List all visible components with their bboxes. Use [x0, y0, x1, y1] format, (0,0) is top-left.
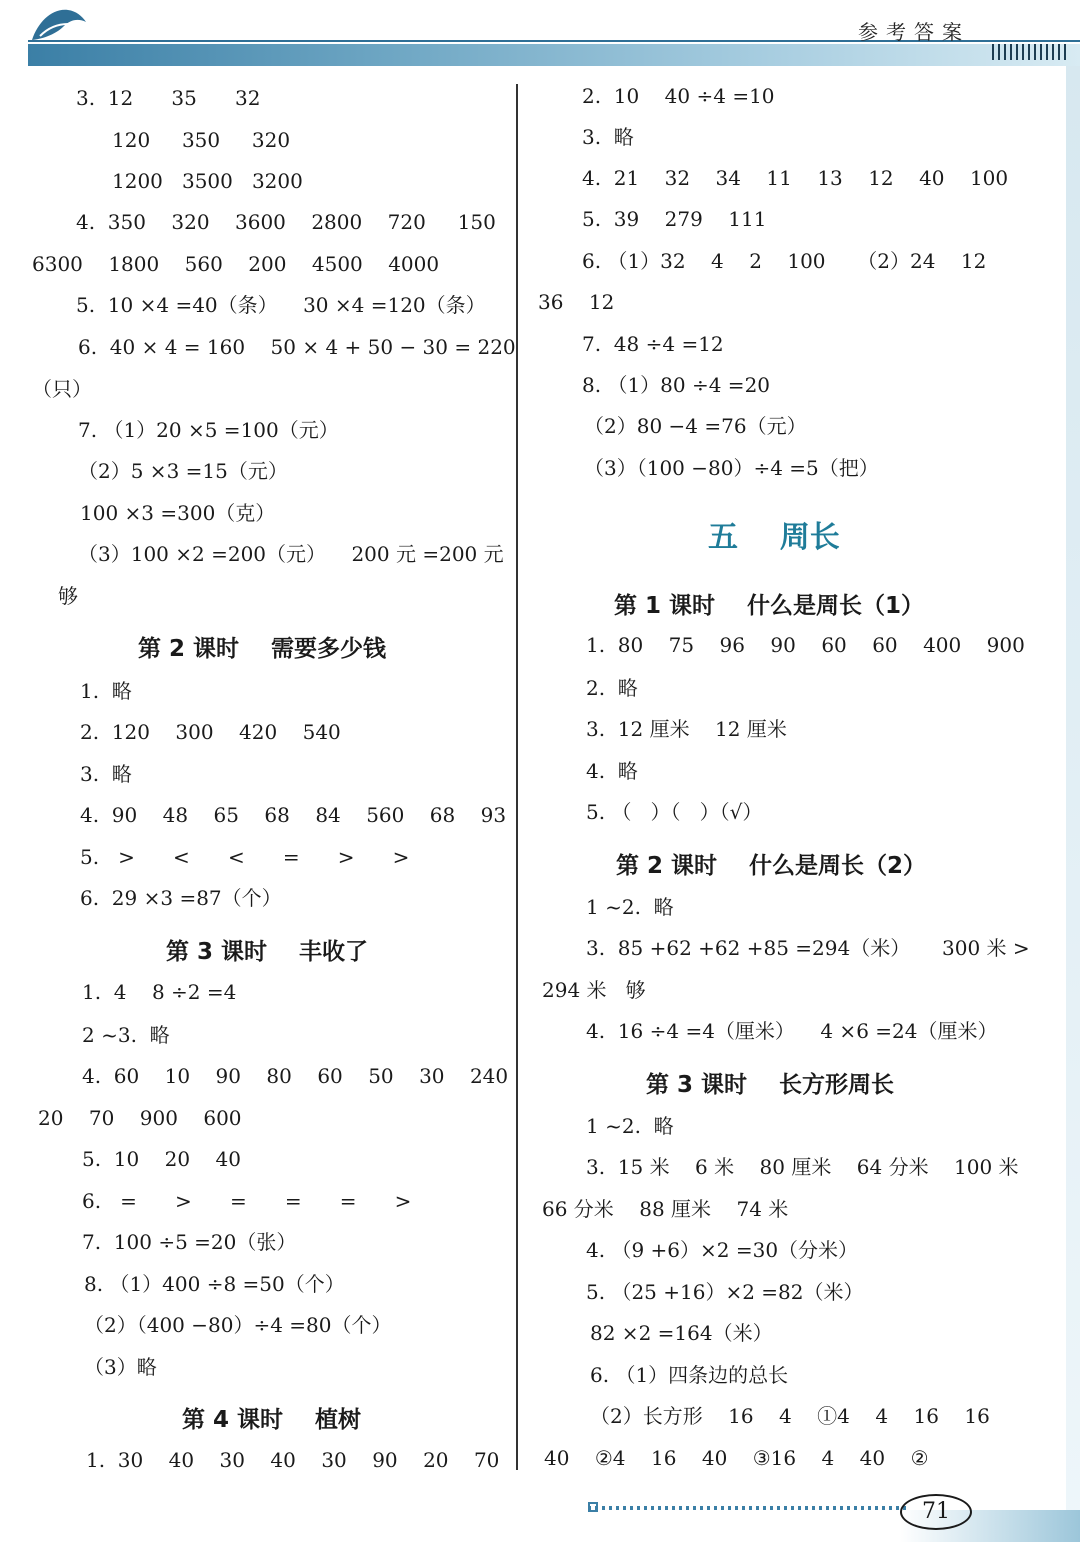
answer-line: 3. 85 +62 +62 +85 =294（米） 300 米 >	[586, 936, 1030, 960]
answer-line: 40 ②4 16 40 ③16 4 40 ②	[544, 1446, 929, 1470]
answer-line: 4. 16 ÷4 =4（厘米） 4 ×6 =24（厘米）	[586, 1019, 998, 1043]
answer-line: 5. 10 20 40	[82, 1147, 242, 1171]
answer-line: 6. 29 ×3 =87（个）	[80, 886, 282, 910]
answer-line: 100 ×3 =300（克）	[80, 501, 276, 525]
answer-line: 8. （1）80 ÷4 =20	[582, 373, 771, 397]
answer-line: （3）略	[84, 1355, 157, 1379]
bird-logo-icon	[28, 2, 92, 44]
answer-line: 294 米 够	[542, 978, 646, 1002]
section-heading: 第 2 课时 需要多少钱	[138, 636, 387, 662]
answer-line: 6. （1）32 4 2 100 （2）24 12	[582, 249, 987, 273]
column-divider	[516, 84, 518, 1470]
header-barcode	[992, 44, 1066, 60]
answer-line: 3. 12 厘米 12 厘米	[586, 717, 787, 741]
answer-line: 6. 40 × 4 = 160 50 × 4 + 50 − 30 = 220	[78, 335, 516, 359]
answer-line: 7. 100 ÷5 =20（张）	[82, 1230, 297, 1254]
section-heading: 第 2 课时 什么是周长（2）	[616, 853, 927, 879]
answer-line: 8. （1）400 ÷8 =50（个）	[84, 1272, 345, 1296]
answer-line: 4. 90 48 65 68 84 560 68 93	[80, 803, 507, 827]
header-title: 参考答案	[858, 20, 970, 44]
header-band	[28, 44, 1080, 66]
answer-line: 3. 略	[80, 762, 132, 786]
answer-line: 4. 略	[586, 759, 638, 783]
answer-line: （3）（100 −80）÷4 =5（把）	[584, 456, 879, 480]
right-edge-band	[1066, 66, 1080, 1542]
answer-line: 82 ×2 =164（米）	[590, 1321, 773, 1345]
answer-line: 2. 10 40 ÷4 =10	[582, 84, 775, 108]
answer-line: 5. （ ）（ ）（√）	[586, 800, 763, 824]
answer-line: 5. 39 279 111	[582, 207, 767, 231]
answer-line: 够	[58, 584, 78, 608]
answer-line: 4. 350 320 3600 2800 720 150	[76, 210, 496, 234]
answer-line: 7. 48 ÷4 =12	[582, 332, 724, 356]
answer-line: 1. 80 75 96 90 60 60 400 900	[586, 633, 1025, 657]
answer-line: （2）长方形 16 4 ①4 4 16 16	[590, 1404, 990, 1428]
answer-line: 7. （1）20 ×5 =100（元）	[78, 418, 339, 442]
page-number: 71	[900, 1494, 972, 1530]
answer-line: 20 70 900 600	[38, 1106, 242, 1130]
section-heading: 第 3 课时 长方形周长	[646, 1072, 895, 1098]
answer-line: 2. 略	[586, 676, 638, 700]
answer-line: （2）（400 −80）÷4 =80（个）	[84, 1313, 392, 1337]
answer-line: 1. 4 8 ÷2 =4	[82, 980, 237, 1004]
answer-line: 1200 3500 3200	[112, 169, 303, 193]
section-heading: 第 1 课时 什么是周长（1）	[614, 593, 925, 619]
answer-line: 5. 10 ×4 =40（条） 30 ×4 =120（条）	[76, 293, 486, 317]
answer-line: 6300 1800 560 200 4500 4000	[32, 252, 440, 276]
answer-line: 4. （9 +6）×2 =30（分米）	[586, 1238, 859, 1262]
chapter-title: 五 周长	[708, 520, 840, 555]
section-heading: 第 4 课时 植树	[182, 1407, 362, 1433]
answer-line: 3. 12 35 32	[76, 86, 261, 110]
answer-line: 2. 120 300 420 540	[80, 720, 341, 744]
answer-line: （只）	[32, 377, 92, 401]
answer-line: 3. 略	[582, 125, 634, 149]
answer-line: 1 ~2. 略	[586, 895, 674, 919]
answer-line: 5. （25 +16）×2 =82（米）	[586, 1280, 864, 1304]
answer-line: 6. （1）四条边的总长	[590, 1363, 789, 1387]
section-heading: 第 3 课时 丰收了	[166, 939, 369, 965]
answer-line: 120 350 320	[112, 128, 291, 152]
footer-dotted-rule	[588, 1506, 908, 1510]
page-header	[0, 0, 1080, 68]
answer-line: 4. 21 32 34 11 13 12 40 100	[582, 166, 1009, 190]
answer-line: （3）100 ×2 =200（元） 200 元 =200 元	[78, 542, 504, 566]
answer-line: 66 分米 88 厘米 74 米	[542, 1197, 789, 1221]
answer-line: 1. 略	[80, 679, 132, 703]
answer-line: 3. 15 米 6 米 80 厘米 64 分米 100 米	[586, 1155, 1019, 1179]
answer-line: 1 ~2. 略	[586, 1114, 674, 1138]
answer-line: 2 ~3. 略	[82, 1023, 170, 1047]
answer-line: 36 12	[538, 290, 615, 314]
answer-line: （2）80 −4 =76（元）	[584, 414, 807, 438]
answer-line: 1. 30 40 30 40 30 90 20 70	[86, 1448, 500, 1472]
answer-line: 4. 60 10 90 80 60 50 30 240	[82, 1064, 509, 1088]
answer-line: 6. = > = = = >	[82, 1189, 412, 1213]
answer-line: 5. > < < = > >	[80, 845, 410, 869]
answer-line: （2）5 ×3 =15（元）	[78, 459, 288, 483]
